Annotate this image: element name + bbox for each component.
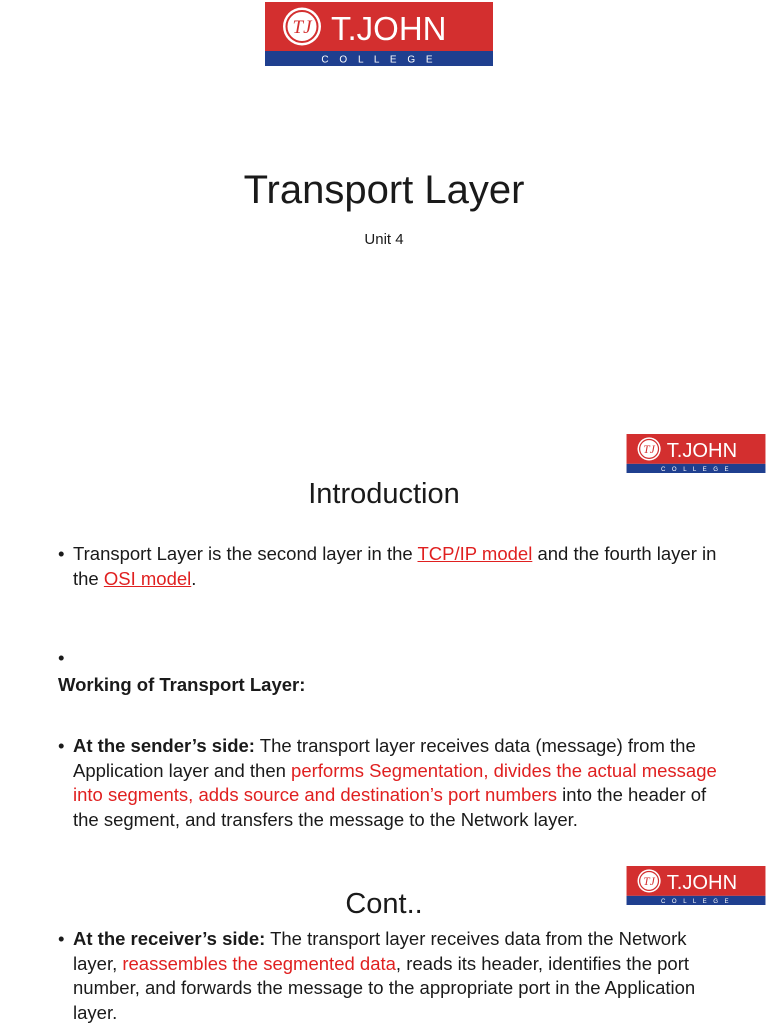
emblem-letters: TJ: [292, 17, 312, 38]
logo-name: T.JOHN: [666, 440, 738, 463]
bullet-text: The transport layer receives data (message) from the Application layer and then: [73, 735, 696, 781]
logo-name: T.JOHN: [666, 872, 738, 895]
logo-sub: C O L L E G E: [660, 897, 732, 905]
college-logo: [626, 434, 766, 473]
emblem-letters: TJ: [643, 874, 655, 888]
bullet-bold-lead: At the receiver’s side:: [73, 928, 266, 949]
bullet-text: .: [191, 567, 197, 589]
cont-slide: [0, 848, 768, 1024]
osi-model-link[interactable]: OSI model: [103, 567, 192, 589]
bullet-receiver-side: [58, 927, 733, 1024]
slide-subtitle: Unit 4: [364, 231, 404, 248]
logo-name: T.JOHN: [331, 10, 447, 47]
emblem-letters: TJ: [643, 442, 655, 456]
bullet-text: into the header of the segment, and transfers the message to the Network layer.: [73, 784, 707, 830]
logo-sub: C O L L E G E: [660, 465, 732, 473]
slide-heading: Introduction: [308, 478, 460, 510]
bullet-text: Transport Layer is the second layer in the: [73, 543, 418, 564]
bullet-text: and the fourth layer in the: [73, 543, 717, 589]
logo-sub: C O L L E G E: [321, 54, 437, 66]
slide-title: Transport Layer: [243, 168, 525, 212]
bullet-bold-lead: At the sender’s side:: [73, 735, 255, 756]
bullet-text: The transport layer receives data from the Network layer,: [73, 928, 687, 974]
bullet-intro: [58, 542, 733, 591]
college-logo: [265, 2, 493, 66]
section-title: Working of Transport Layer:: [58, 673, 306, 695]
slide-heading: Cont..: [345, 888, 423, 920]
bullet-highlight: reassembles the segmented data: [122, 952, 396, 974]
title-slide: [0, 0, 768, 418]
bullet-text: , reads its header, identifies the port number, and forwards the message to the appropriate port in the Application layer.: [73, 952, 696, 1023]
introduction-slide: [0, 418, 768, 848]
bullet-sender-side: [58, 734, 733, 832]
tcpip-model-link[interactable]: TCP/IP model: [417, 543, 533, 564]
bullet-highlight: performs Segmentation, divides the actual message into segments, adds source and destination’s port numbers: [73, 759, 717, 805]
